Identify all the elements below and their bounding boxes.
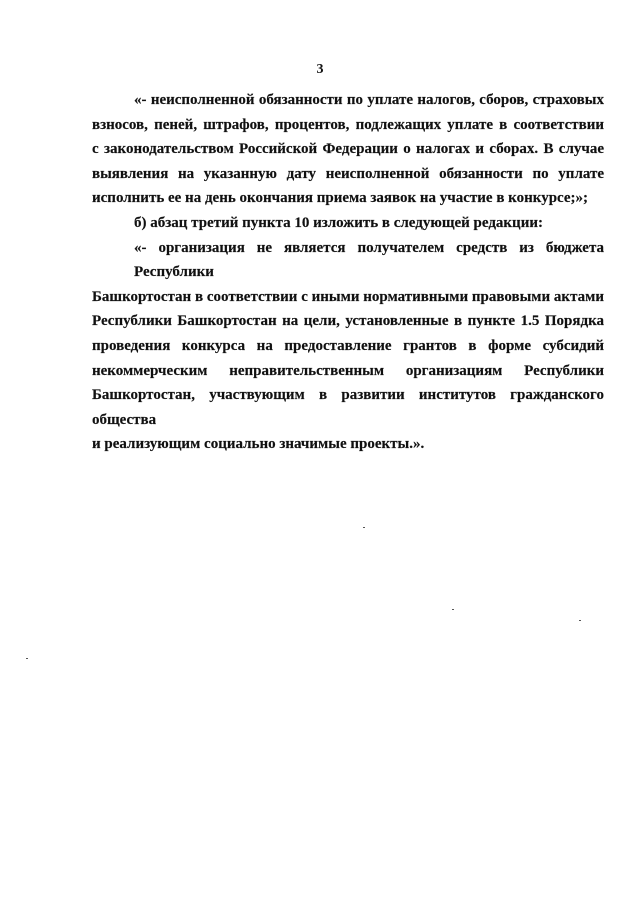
text-line: выявления на указанную дату неисполненной обязанности по уплате xyxy=(92,165,604,182)
text-line: б) абзац третий пункта 10 изложить в следующей редакции: xyxy=(134,214,543,231)
text-line: Башкортостан, участвующим в развитии институтов гражданского общества xyxy=(92,387,604,428)
text-line: некоммерческим неправительственным организациям Республики xyxy=(92,362,604,379)
text-line: и реализующим социально значимые проекты.». xyxy=(92,436,425,453)
text-line: Башкортостан в соответствии с иными нормативными правовыми актами xyxy=(92,288,604,305)
text-line: исполнить ее на день окончания приема заявок на участие в конкурсе;»; xyxy=(92,190,589,207)
text-line: с законодательством Российской Федерации о налогах и сборах. В случае xyxy=(92,141,604,158)
text-line: Республики Башкортостан на цели, установленные в пункте 1.5 Порядка xyxy=(92,313,604,330)
scan-speck xyxy=(452,609,454,610)
scan-speck xyxy=(363,527,365,528)
text-line: «- организация не является получателем средств из бюджета Республики xyxy=(134,239,604,281)
text-line: взносов, пеней, штрафов, процентов, подлежащих уплате в соответствии xyxy=(92,116,604,133)
scan-speck xyxy=(579,620,581,621)
text-line: «- неисполненной обязанности по уплате налогов, сборов, страховых xyxy=(134,92,604,108)
text-line: проведения конкурса на предоставление грантов в форме субсидий xyxy=(92,337,604,354)
scan-speck xyxy=(26,658,28,659)
paragraph-3 xyxy=(92,236,604,457)
page-number: 3 xyxy=(316,62,324,77)
document-body xyxy=(92,88,604,457)
paragraph-1 xyxy=(92,88,604,211)
paragraph-2 xyxy=(92,211,604,236)
